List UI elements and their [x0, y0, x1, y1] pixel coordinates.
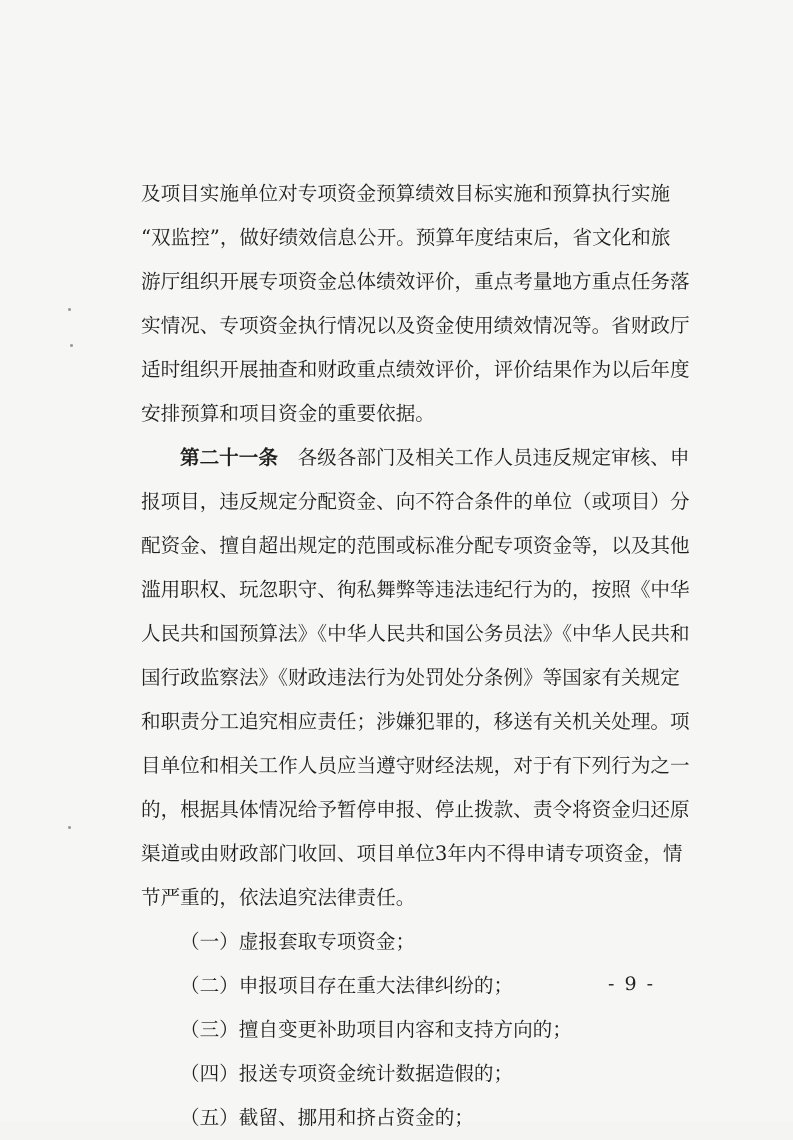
scan-speck	[68, 308, 71, 311]
text-line: 报项目，违反规定分配资金、向不符合条件的单位（或项目）分	[141, 490, 690, 513]
text-line: 适时组织开展抽查和财政重点绩效评价，评价结果作为以后年度	[141, 358, 690, 381]
document-body	[141, 172, 690, 1140]
list-item: （二）申报项目存在重大法律纠纷的；	[180, 974, 514, 997]
list-item: （五）截留、挪用和挤占资金的；	[180, 1106, 474, 1129]
text-line: 渠道或由财政部门收回、项目单位3年内不得申请专项资金，情	[141, 842, 683, 865]
page-number: - 9 -	[608, 973, 656, 995]
list-item: （三）擅自变更补助项目内容和支持方向的；	[180, 1018, 572, 1041]
text-line: 配资金、擅自超出规定的范围或标准分配专项资金等，以及其他	[141, 534, 690, 557]
list-item: （一）虚报套取专项资金；	[180, 930, 416, 953]
text-line: 国行政监察法》《财政违法行为处罚处分条例》等国家有关规定	[141, 666, 680, 689]
text-line: 实情况、专项资金执行情况以及资金使用绩效情况等。省财政厅	[141, 314, 690, 337]
text-line: 目单位和相关工作人员应当遵守财经法规，对于有下列行为之一	[141, 754, 690, 777]
text-line: 安排预算和项目资金的重要依据。	[141, 402, 435, 425]
text-line: 游厅组织开展专项资金总体绩效评价，重点考量地方重点任务落	[141, 270, 690, 293]
text-line: 及项目实施单位对专项资金预算绩效目标实施和预算执行实施	[141, 182, 671, 205]
text-line: 滥用职权、玩忽职守、徇私舞弊等违法违纪行为的，按照《中华	[141, 578, 690, 601]
text-line: 和职责分工追究相应责任；涉嫌犯罪的，移送有关机关处理。项	[141, 710, 690, 733]
article-first-line	[141, 436, 690, 480]
scan-speck	[68, 826, 71, 829]
list-item: （四）报送专项资金统计数据造假的；	[180, 1062, 514, 1085]
text-line: 节严重的，依法追究法律责任。	[141, 886, 416, 909]
article-first-text: 各级各部门及相关工作人员违反规定审核、申	[297, 446, 690, 469]
text-line: “双监控”，做好绩效信息公开。预算年度结束后，省文化和旅	[141, 226, 671, 249]
article-heading: 第二十一条	[180, 446, 278, 469]
text-line: 的，根据具体情况给予暂停申报、停止拨款、责令将资金归还原	[141, 798, 690, 821]
text-line: 人民共和国预算法》《中华人民共和国公务员法》《中华人民共和	[141, 622, 690, 645]
scan-speck	[70, 344, 73, 347]
